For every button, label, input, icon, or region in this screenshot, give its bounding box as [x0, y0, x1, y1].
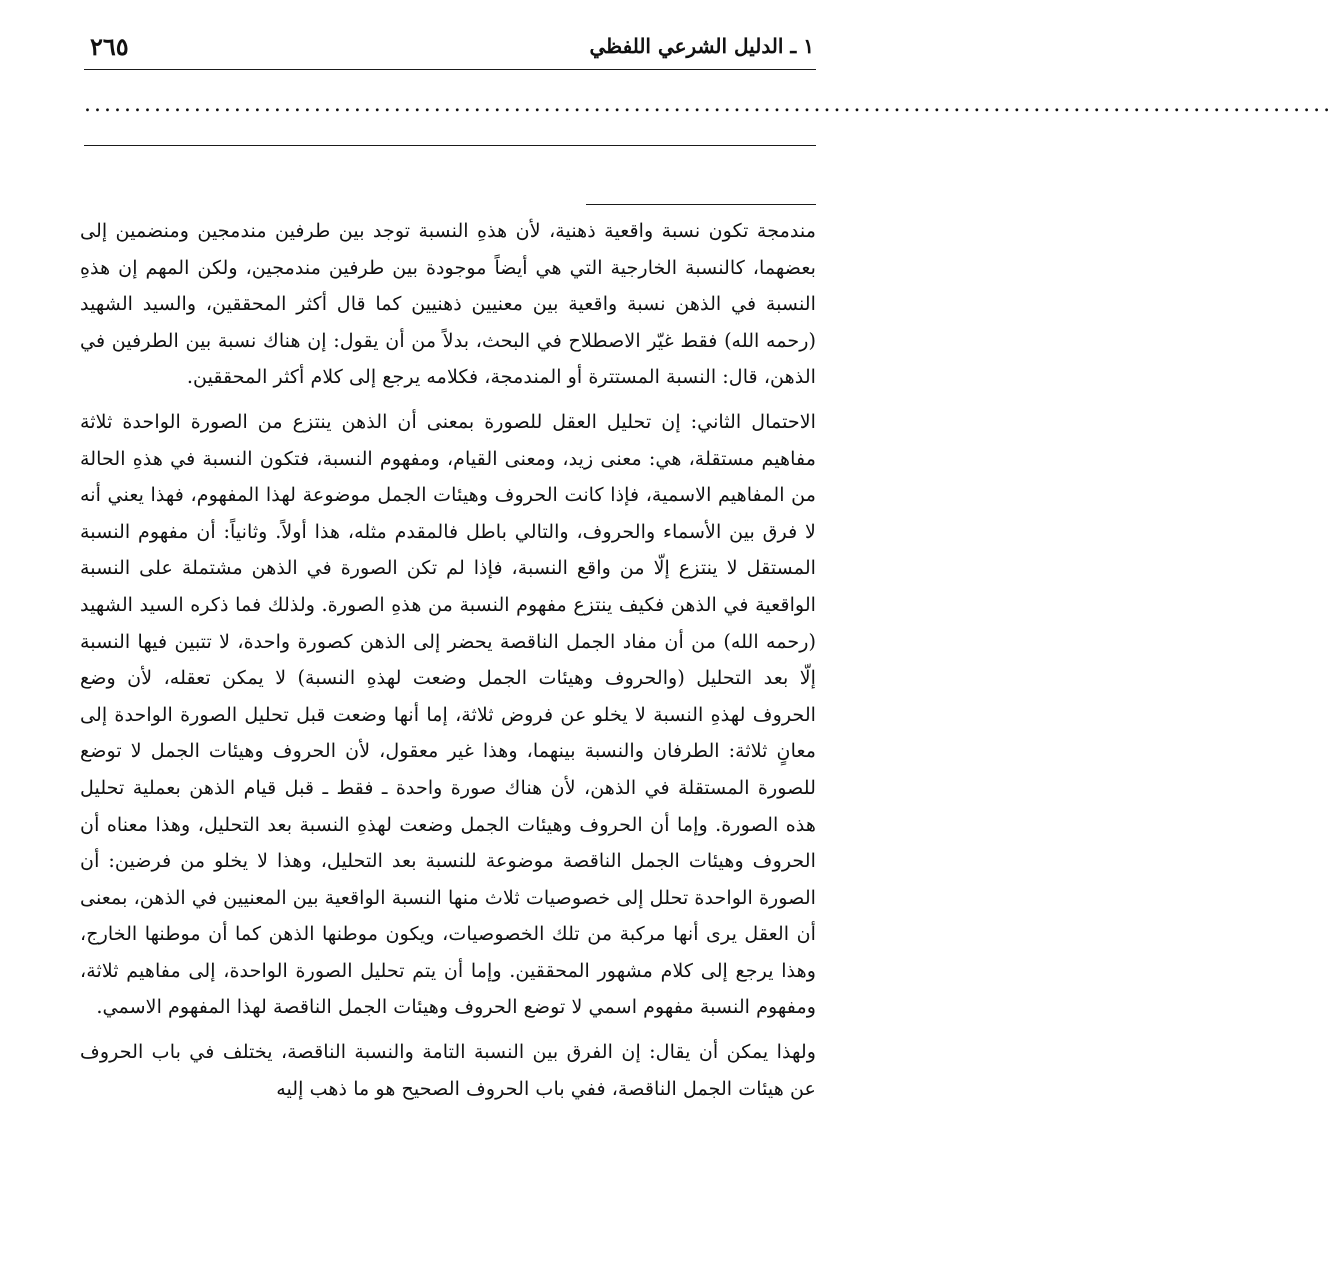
footnote-paragraph: ولهذا يمكن أن يقال: إن الفرق بين النسبة التامة والنسبة الناقصة، يختلف في باب الحروف عن هيئات الجمل الناقصة، ففي باب الحروف الصحيح هو ما ذهب إليه	[80, 1040, 816, 1100]
footnote-paragraph: مندمجة تكون نسبة واقعية ذهنية، لأن هذهِ النسبة توجد بين طرفين مندمجين ومنضمين إلى بعضهما، كالنسبة الخارجية التي هي أيضاً موجودة بين طرفين مندمجين، ولكن المهم إن هذهِ النسبة في الذهن نسبة واقعية بين معنيين ذهنيين كما قال أكثر المحققين، والسيد الشهيد (رحمه الله) فقط غيّر الاصطلاح في البحث، بدلاً من أن يقول: إن هناك نسبة بين الطرفين في الذهن، قال: النسبة المستترة أو المندمجة، فكلامه يرجع إلى كلام أكثر المحققين.	[80, 219, 816, 389]
section-rule	[84, 145, 816, 146]
footnote-paragraph: الاحتمال الثاني: إن تحليل العقل للصورة بمعنى أن الذهن ينتزع من الصورة الواحدة ثلاثة مفاهيم مستقلة، هي: معنى زيد، ومعنى القيام، ومفهوم النسبة، فتكون النسبة في هذهِ الحالة من المفاهيم الاسمية، فإذا كانت الحروف وهيئات الجمل موضوعة لهذا المفهوم، فهذا يعني أنه لا فرق بين الأسماء والحروف، والتالي باطل فالمقدم مثله، هذا أولاً. وثانياً: أن مفهوم النسبة المستقل لا ينتزع إلّا من واقع النسبة، فإذا لم تكن الصورة في الذهن مشتملة على النسبة الواقعية في الذهن فكيف ينتزع مفهوم النسبة من هذهِ الصورة. ولذلك فما ذكره السيد الشهيد (رحمه الله) من أن مفاد الجمل الناقصة يحضر إلى الذهن كصورة واحدة، لا تتبين فيها النسبة إلّا بعد التحليل (والحروف وهيئات الجمل وضعت لهذهِ النسبة) لا يمكن تعقله، لأن وضع الحروف لهذهِ النسبة لا يخلو عن فروض ثلاثة، إما أنها وضعت قبل تحليل الصورة الواحدة إلى معانٍ ثلاثة: الطرفان والنسبة بينهما، وهذا غير معقول، لأن الحروف وهيئات الجمل لا توضع للصورة المستقلة في الذهن، لأن هناك صورة واحدة ـ فقط ـ قبل قيام الذهن بعملية تحليل هذه الصورة. وإما أن الحروف وهيئات الجمل وضعت لهذهِ النسبة بعد التحليل، وهذا معناه أن الحروف وهيئات الجمل الناقصة موضوعة للنسبة بعد التحليل، وهذا لا يخلو من فرضين: أن الصورة الواحدة تحلل إلى خصوصيات ثلاث منها النسبة الواقعية بين المعنيين في الذهن، بمعنى أن العقل يرى أنها مركبة من تلك الخصوصيات، ويكون موطنها الذهن كما أن موطنها الخارج، وهذا يرجع إلى كلام مشهور المحققين. وإما أن يتم تحليل الصورة الواحدة، إلى مفاهيم ثلاثة، ومفهوم النسبة مفهوم اسمي لا توضع الحروف وهيئات الجمل الناقصة لهذا المفهوم الاسمي.	[80, 409, 816, 1019]
header-rule	[84, 69, 816, 70]
page-header	[84, 30, 816, 64]
dotted-separator: .............................................................................................................................	[84, 92, 1333, 117]
chapter-title: ١ ـ الدليل الشرعي اللفظي	[589, 34, 814, 58]
footnote-rule	[586, 204, 816, 205]
page-number: ٢٦٥	[90, 32, 129, 61]
footnote-text	[80, 213, 816, 1115]
